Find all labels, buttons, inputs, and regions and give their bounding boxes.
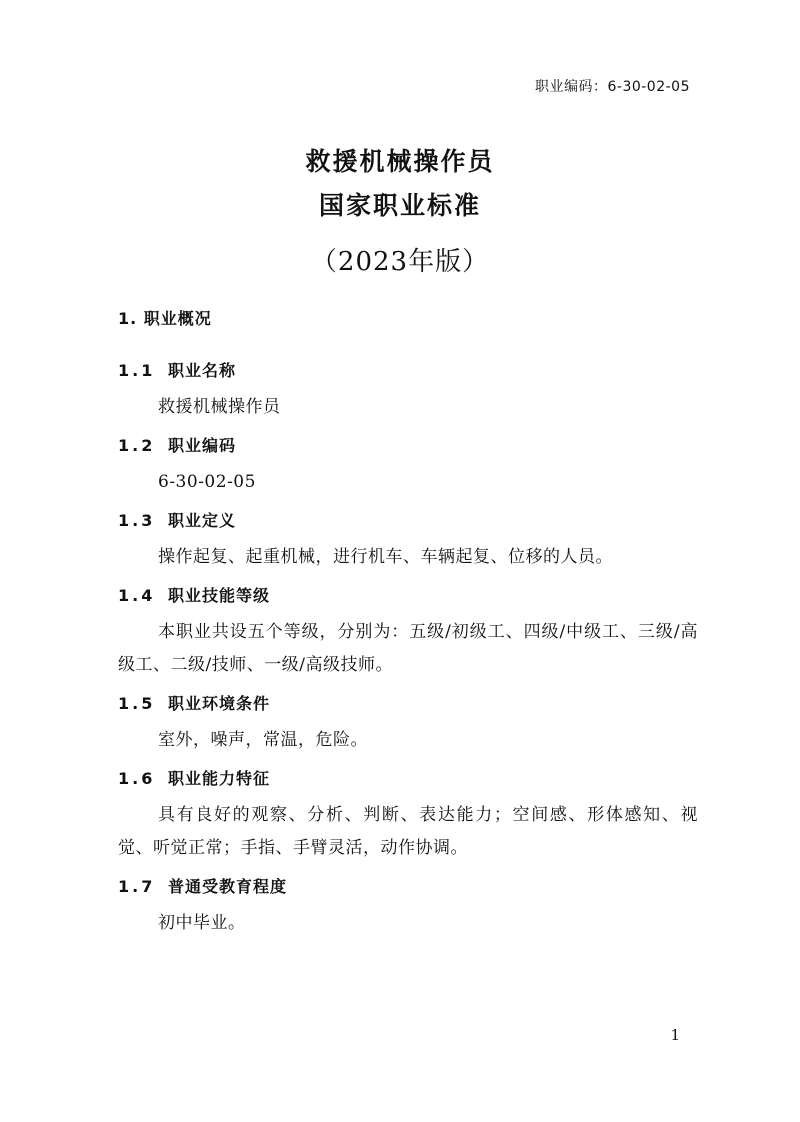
subsection-body: 具有良好的观察、分析、判断、表达能力；空间感、形体感知、视觉、听觉正常；手指、手臂灵活，动作协调。 <box>118 805 698 858</box>
document-title-line-2: 国家职业标准 <box>318 191 481 220</box>
subsection-heading <box>118 357 698 385</box>
title-block <box>0 140 800 282</box>
content-body <box>118 305 698 948</box>
subsection-1-4 <box>118 582 698 682</box>
subsection-number: 1.7 <box>118 877 156 896</box>
subsection-1-5 <box>118 690 698 757</box>
occupation-code-header: 职业编码：6-30-02-05 <box>534 79 690 95</box>
subsection-title: 职业编码 <box>168 436 237 455</box>
subsection-heading <box>118 432 698 460</box>
subsection-number: 1.5 <box>118 694 156 713</box>
subsection-heading <box>118 765 698 793</box>
subsection-heading <box>118 873 698 901</box>
subsection-title: 职业技能等级 <box>168 586 271 605</box>
subsection-body: 6-30-02-05 <box>158 472 256 492</box>
subsection-1-2 <box>118 432 698 499</box>
subsection-1-3 <box>118 507 698 574</box>
subsection-title: 职业能力特征 <box>168 769 271 788</box>
edition-label: （2023年版） <box>310 247 490 277</box>
subsection-number: 1.3 <box>118 511 156 530</box>
subsection-body: 操作起复、起重机械，进行机车、车辆起复、位移的人员。 <box>158 547 613 567</box>
document-title-line-1: 救援机械操作员 <box>305 147 495 176</box>
subsection-heading <box>118 507 698 535</box>
subsection-body: 室外，噪声，常温，危险。 <box>158 730 368 750</box>
subsection-1-1 <box>118 357 698 424</box>
subsection-body: 初中毕业。 <box>158 913 246 933</box>
subsection-body: 救援机械操作员 <box>158 397 281 417</box>
subsection-number: 1.1 <box>118 361 156 380</box>
subsection-1-7 <box>118 873 698 940</box>
subsection-title: 职业定义 <box>168 511 237 530</box>
subsection-title: 职业环境条件 <box>168 694 271 713</box>
subsection-heading <box>118 582 698 610</box>
subsection-number: 1.2 <box>118 436 156 455</box>
subsection-number: 1.6 <box>118 769 156 788</box>
section-heading: 1. 职业概况 <box>118 309 212 328</box>
subsection-1-6 <box>118 765 698 865</box>
subsection-title: 普通受教育程度 <box>168 877 288 896</box>
subsection-number: 1.4 <box>118 586 156 605</box>
page-number: 1 <box>670 1026 680 1044</box>
subsection-heading <box>118 690 698 718</box>
subsection-body: 本职业共设五个等级，分别为：五级/初级工、四级/中级工、三级/高级工、二级/技师、一级/高级技师。 <box>118 622 698 675</box>
subsection-title: 职业名称 <box>168 361 237 380</box>
